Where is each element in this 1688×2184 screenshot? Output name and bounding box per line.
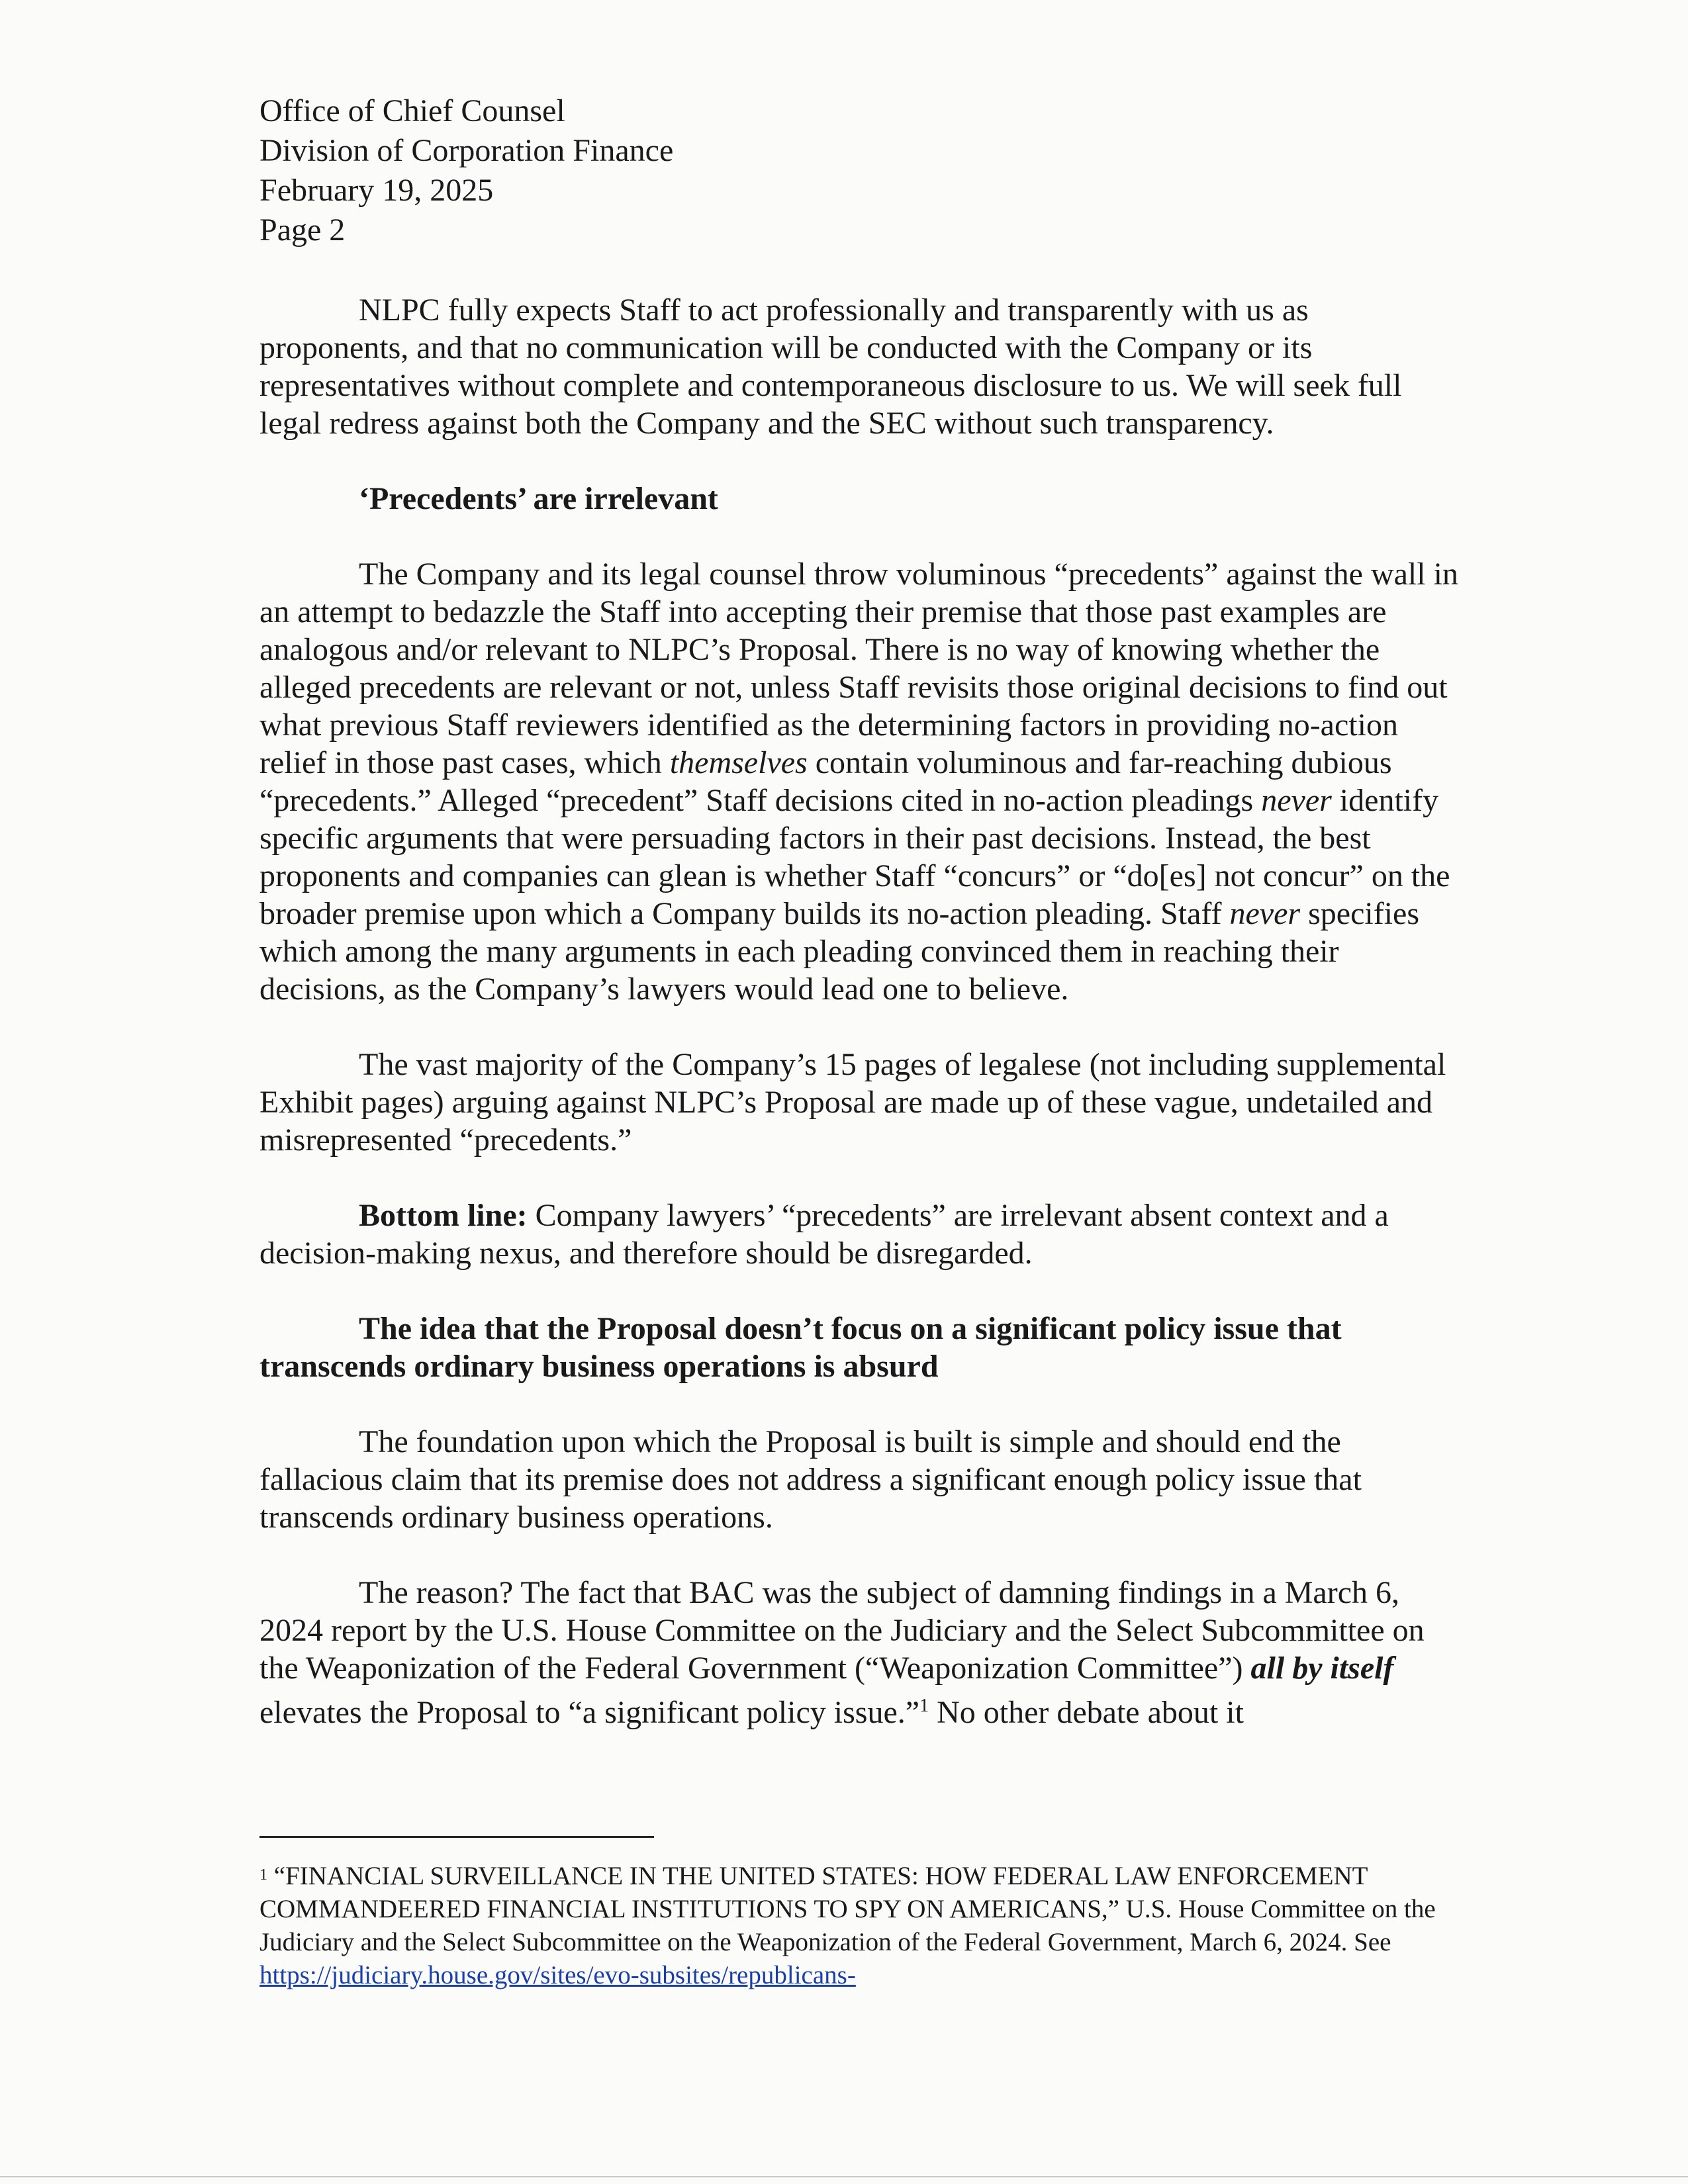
footnote-number: 1: [259, 1866, 267, 1884]
footnote: [259, 1860, 1464, 1992]
section-heading-precedents: ‘Precedents’ are irrelevant: [359, 481, 718, 516]
section-heading-policy-issue: The idea that the Proposal doesn’t focus on a significant policy issue that transcends ordinary business operations is absurd: [259, 1311, 1342, 1384]
paragraph-bottom-line: Bottom line: Company lawyers’ “precedents” are irrelevant absent context and a decision-making nexus, and therefore should be disregarded.: [259, 1198, 1389, 1271]
letter-body: [259, 291, 1464, 1731]
footnote-reference[interactable]: 1: [919, 1696, 929, 1716]
paragraph-reason: The reason? The fact that BAC was the subject of damning findings in a March 6, 2024 report by the U.S. House Committee on the Judiciary and the Select Subcommittee on the Weaponization of the Federal Government (“Weaponization Committee”) all by itself elevates the Proposal to “a significant policy issue.”$^1$ No other debate about it: [259, 1575, 1425, 1730]
letter-header: [259, 91, 673, 250]
recipient-division: Division of Corporation Finance: [259, 133, 674, 168]
letter-date: February 19, 2025: [259, 173, 494, 208]
footnote-separator: [259, 1836, 654, 1838]
scan-edge-line: [0, 2176, 1688, 2177]
recipient-office: Office of Chief Counsel: [259, 93, 565, 128]
footnote-text: “FINANCIAL SURVEILLANCE IN THE UNITED STATES: HOW FEDERAL LAW ENFORCEMENT COMMANDEERED FINANCIAL INSTITUTIONS TO SPY ON AMERICANS,” U.S. House Committee on the Judiciary and the Select Subcommittee on the Weaponization of the Federal Government, March 6, 2024. See: [259, 1862, 1436, 1956]
paragraph-transparency: NLPC fully expects Staff to act professionally and transparently with us as proponents, and that no communication will be conducted with the Company or its representatives without complete and contemporaneous disclosure to us. We will seek full legal redress against both the Company and the SEC without such transparency.: [259, 293, 1402, 441]
paragraph-foundation: The foundation upon which the Proposal is built is simple and should end the fallacious claim that its premise does not address a significant enough policy issue that transcends ordinary business operations.: [259, 1424, 1362, 1535]
page-number: Page 2: [259, 212, 346, 248]
paragraph-precedents: The Company and its legal counsel throw voluminous “precedents” against the wall in an attempt to bedazzle the Staff into accepting their premise that those past examples are analogous and/or relevant to NLPC’s Proposal. There is no way of knowing whether the alleged precedents are relevant or not, unless Staff revisits those original decisions to find out what previous Staff reviewers identified as the determining factors in providing no-action relief in those past cases, which themselves contain voluminous and far-reaching dubious “precedents.” Alleged “precedent” Staff decisions cited in no-action pleadings never identify specific arguments that were persuading factors in their past decisions. Instead, the best proponents and companies can glean is whether Staff “concurs” or “do[es] not concur” on the broader premise upon which a Company builds its no-action pleading. Staff never specifies which among the many arguments in each pleading convinced them in reaching their decisions, as the Company’s lawyers would lead one to believe.: [259, 557, 1458, 1007]
footnote-link[interactable]: https://judiciary.house.gov/sites/evo-subsites/republicans-: [259, 1961, 856, 1989]
paragraph-legalese: The vast majority of the Company’s 15 pages of legalese (not including supplemental Exhibit pages) arguing against NLPC’s Proposal are made up of these vague, undetailed and misrepresented “precedents.”: [259, 1047, 1446, 1158]
